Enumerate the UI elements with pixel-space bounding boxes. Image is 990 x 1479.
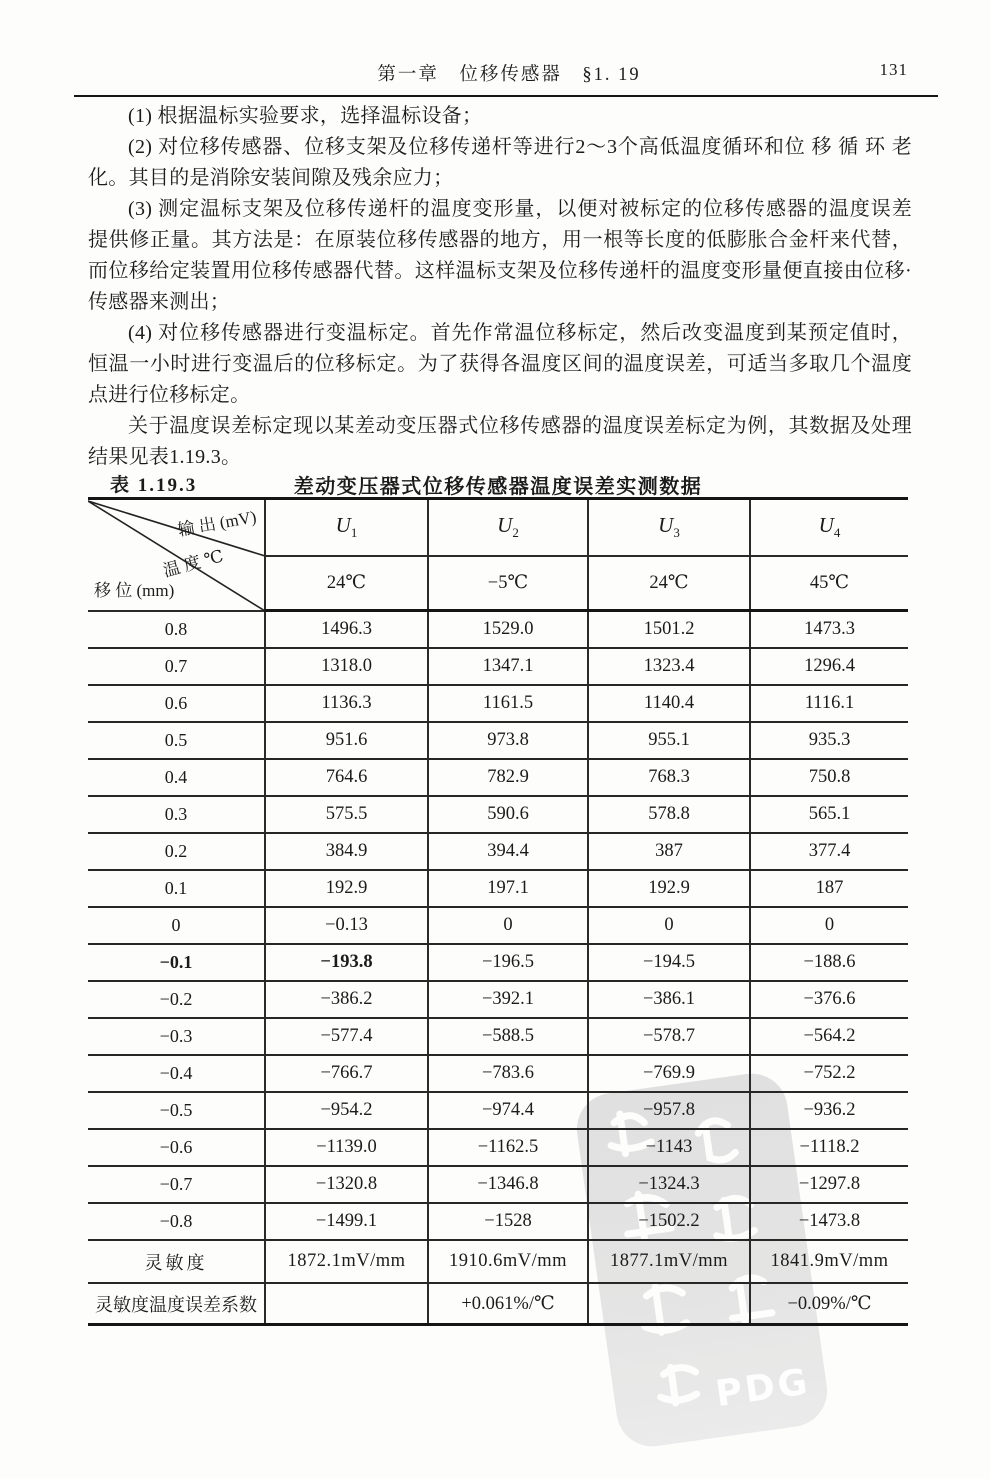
cell: −578.7 (588, 1018, 750, 1055)
cell: −196.5 (428, 944, 588, 981)
temp-u4: 45℃ (750, 556, 908, 611)
temp-u2: −5℃ (428, 556, 588, 611)
row-label: 0.5 (88, 722, 265, 759)
cell: −386.2 (265, 981, 428, 1018)
table-row (88, 1203, 908, 1240)
table-row (88, 944, 908, 981)
table-row (88, 907, 908, 944)
cell: −769.9 (588, 1055, 750, 1092)
coefficient-row (88, 1283, 908, 1325)
col-header-u1: $U_1$ (265, 499, 428, 557)
cell: −954.2 (265, 1092, 428, 1129)
col-header-u2: $U_2$ (428, 499, 588, 557)
cell: 1496.3 (265, 611, 428, 649)
row-label: −0.6 (88, 1129, 265, 1166)
sensitivity-u2: 1910.6mV/mm (428, 1240, 588, 1283)
cell: −1139.0 (265, 1129, 428, 1166)
cell: 387 (588, 833, 750, 870)
cell: 764.6 (265, 759, 428, 796)
cell: −188.6 (750, 944, 908, 981)
cell: −577.4 (265, 1018, 428, 1055)
output-header-row (88, 499, 908, 557)
cell: −766.7 (265, 1055, 428, 1092)
cell: 973.8 (428, 722, 588, 759)
coefficient-u4: −0.09%/℃ (750, 1283, 908, 1325)
row-label: −0.8 (88, 1203, 265, 1240)
cell: 394.4 (428, 833, 588, 870)
row-label: 0.6 (88, 685, 265, 722)
row-label: −0.7 (88, 1166, 265, 1203)
cell: 768.3 (588, 759, 750, 796)
running-head (88, 60, 930, 86)
cell: −1473.8 (750, 1203, 908, 1240)
cell: −1320.8 (265, 1166, 428, 1203)
sensitivity-u3: 1877.1mV/mm (588, 1240, 750, 1283)
row-label: 0.4 (88, 759, 265, 796)
cell: −1297.8 (750, 1166, 908, 1203)
cell: 1136.3 (265, 685, 428, 722)
diagonal-corner-cell (88, 499, 265, 611)
sensitivity-row (88, 1240, 908, 1283)
cell: −1324.3 (588, 1166, 750, 1203)
cell: −1528 (428, 1203, 588, 1240)
cell: 935.3 (750, 722, 908, 759)
row-label: −0.2 (88, 981, 265, 1018)
cell: 590.6 (428, 796, 588, 833)
cell: 192.9 (588, 870, 750, 907)
cell: 1501.2 (588, 611, 750, 649)
text-line: 传感器来测出； (88, 291, 231, 313)
cell: −564.2 (750, 1018, 908, 1055)
cell: −376.6 (750, 981, 908, 1018)
cell: −392.1 (428, 981, 588, 1018)
table-caption: 差动变压器式位移传感器温度误差实测数据 (293, 476, 703, 498)
table-row (88, 648, 908, 685)
cell: −1499.1 (265, 1203, 428, 1240)
cell: −957.8 (588, 1092, 750, 1129)
table-row (88, 796, 908, 833)
cell: 782.9 (428, 759, 588, 796)
cell: 1347.1 (428, 648, 588, 685)
cell: 1116.1 (750, 685, 908, 722)
row-label: 0.7 (88, 648, 265, 685)
cell: 565.1 (750, 796, 908, 833)
coefficient-u3 (588, 1283, 750, 1325)
cell: −0.13 (265, 907, 428, 944)
header-rule (74, 95, 938, 97)
row-label: −0.3 (88, 1018, 265, 1055)
col-header-u3: $U_3$ (588, 499, 750, 557)
page-number: 131 (879, 60, 908, 79)
text-line: 结果见表1.19.3。 (88, 446, 242, 468)
row-label: −0.4 (88, 1055, 265, 1092)
cell: −752.2 (750, 1055, 908, 1092)
table-caption-row (88, 470, 908, 497)
cell: −194.5 (588, 944, 750, 981)
sensitivity-label: 灵敏度 (88, 1240, 265, 1283)
cell: 955.1 (588, 722, 750, 759)
corner-temp-label: 温 度 ℃ (161, 546, 226, 581)
table-label: 表 1.19.3 (110, 475, 198, 496)
text-line: 点进行位移标定。 (88, 384, 251, 406)
table-row (88, 1092, 908, 1129)
cell: −1118.2 (750, 1129, 908, 1166)
cell: −936.2 (750, 1092, 908, 1129)
cell: −1162.5 (428, 1129, 588, 1166)
table-row (88, 685, 908, 722)
temp-u3: 24℃ (588, 556, 750, 611)
row-label: 0.2 (88, 833, 265, 870)
text-line: 恒温一小时进行变温后的位移标定。为了获得各温度区间的温度误差，可适当多取几个温度 (88, 353, 912, 375)
corner-output-label: 输 出 (mV) (175, 507, 258, 540)
cell: 0 (750, 907, 908, 944)
cell: 192.9 (265, 870, 428, 907)
cell: 187 (750, 870, 908, 907)
table-row (88, 981, 908, 1018)
cell: 1161.5 (428, 685, 588, 722)
cell: −974.4 (428, 1092, 588, 1129)
corner-displacement-label: 移 位 (mm) (94, 580, 175, 600)
cell: −588.5 (428, 1018, 588, 1055)
sensitivity-u1: 1872.1mV/mm (265, 1240, 428, 1283)
cell: 0 (428, 907, 588, 944)
cell: 0 (588, 907, 750, 944)
table-row (88, 722, 908, 759)
row-label: −0.5 (88, 1092, 265, 1129)
row-label: −0.1 (88, 944, 265, 981)
cell: −386.1 (588, 981, 750, 1018)
table-row (88, 759, 908, 796)
data-rows (88, 611, 908, 1241)
cell: −1502.2 (588, 1203, 750, 1240)
text-line: 关于温度误差标定现以某差动变压器式位移传感器的温度误差标定为例，其数据及处理 (128, 415, 912, 437)
cell: 575.5 (265, 796, 428, 833)
cell: 1323.4 (588, 648, 750, 685)
temp-u1: 24℃ (265, 556, 428, 611)
text-line: (2) 对位移传感器、位移支架及位移传递杆等进行2～3个高低温度循环和位 移 循 环 老 (128, 136, 912, 158)
cell: 1318.0 (265, 648, 428, 685)
coefficient-u2: +0.061%/℃ (428, 1283, 588, 1325)
text-line: (3) 测定温标支架及位移传递杆的温度变形量，以便对被标定的位移传感器的温度误差 (128, 198, 912, 220)
cell: −1143 (588, 1129, 750, 1166)
table-row (88, 611, 908, 649)
table-row (88, 870, 908, 907)
text-line: 提供修正量。其方法是：在原装位移传感器的地方，用一根等长度的低膨胀合金杆来代替， (88, 229, 912, 251)
body-text (88, 101, 912, 473)
cell: 1473.3 (750, 611, 908, 649)
cell: 1529.0 (428, 611, 588, 649)
cell: 1296.4 (750, 648, 908, 685)
table-row (88, 1129, 908, 1166)
cell: −1346.8 (428, 1166, 588, 1203)
cell: −783.6 (428, 1055, 588, 1092)
cell: 197.1 (428, 870, 588, 907)
coefficient-u1 (265, 1283, 428, 1325)
table-row (88, 1018, 908, 1055)
table-row (88, 1166, 908, 1203)
cell: 951.6 (265, 722, 428, 759)
cell: 578.8 (588, 796, 750, 833)
cell: 377.4 (750, 833, 908, 870)
row-label: 0 (88, 907, 265, 944)
coefficient-label: 灵敏度温度误差系数 (95, 1294, 257, 1315)
table-row (88, 833, 908, 870)
cell: −193.8 (265, 944, 428, 981)
text-line: (4) 对位移传感器进行变温标定。首先作常温位移标定，然后改变温度到某预定值时， (128, 322, 912, 344)
col-header-u4: $U_4$ (750, 499, 908, 557)
row-label: 0.1 (88, 870, 265, 907)
pdg-watermark-text: PDG (713, 1361, 813, 1416)
chapter-title: 第一章 位移传感器 §1. 19 (377, 65, 641, 85)
row-label: 0.3 (88, 796, 265, 833)
text-line: 化。其目的是消除安装间隙及残余应力； (88, 167, 454, 189)
cell: 750.8 (750, 759, 908, 796)
cell: 384.9 (265, 833, 428, 870)
table-row (88, 1055, 908, 1092)
measurement-table (88, 497, 908, 1326)
cell: 1140.4 (588, 685, 750, 722)
text-line: 而位移给定装置用位移传感器代替。这样温标支架及位移传递杆的温度变形量便直接由位移· (88, 260, 912, 282)
row-label: 0.8 (88, 611, 265, 649)
text-line: (1) 根据温标实验要求，选择温标设备； (128, 105, 483, 127)
table-1-19-3 (88, 470, 908, 1326)
sensitivity-u4: 1841.9mV/mm (750, 1240, 908, 1283)
